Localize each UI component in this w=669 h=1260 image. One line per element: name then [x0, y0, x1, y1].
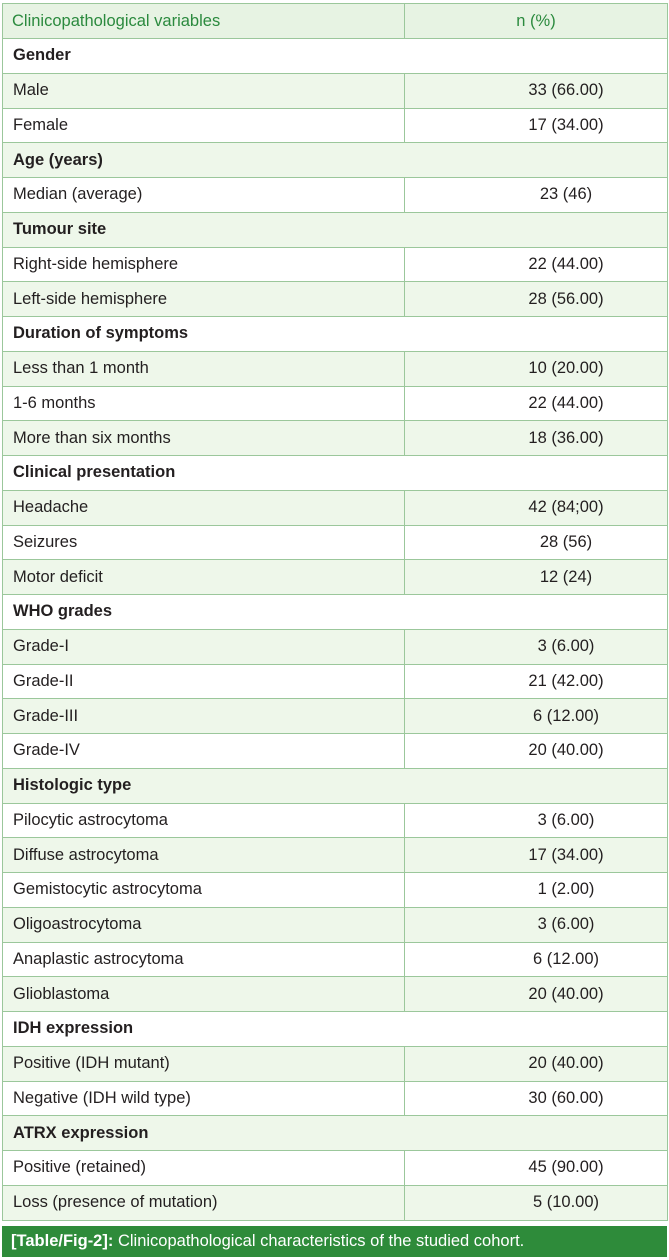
variable-cell: Left-side hemisphere [3, 282, 405, 317]
value-cell: 3 (6.00) [405, 629, 668, 664]
variable-cell: Pilocytic astrocytoma [3, 803, 405, 838]
variable-cell: Oligoastrocytoma [3, 907, 405, 942]
value-cell: 3 (6.00) [405, 803, 668, 838]
section-row [3, 212, 668, 247]
table-row [3, 1151, 668, 1186]
value-cell: 21 (42.00) [405, 664, 668, 699]
variable-cell: Gemistocytic astrocytoma [3, 873, 405, 908]
variable-cell: Male [3, 73, 405, 108]
table-row [3, 351, 668, 386]
caption-label: [Table/Fig-2]: [11, 1232, 114, 1250]
caption-text: Clinicopathological characteristics of the studied cohort. [113, 1232, 525, 1250]
value-cell: 22 (44.00) [405, 386, 668, 421]
value-cell: 20 (40.00) [405, 1046, 668, 1081]
table-row [3, 282, 668, 317]
value-cell: 28 (56) [405, 525, 668, 560]
table-row [3, 73, 668, 108]
value-cell: 23 (46) [405, 178, 668, 213]
section-title: Gender [3, 39, 668, 74]
variable-cell: Motor deficit [3, 560, 405, 595]
variable-cell: More than six months [3, 421, 405, 456]
clinicopathological-table [2, 3, 668, 1221]
table-row [3, 421, 668, 456]
variable-cell: Less than 1 month [3, 351, 405, 386]
variable-cell: 1-6 months [3, 386, 405, 421]
section-title: Clinical presentation [3, 456, 668, 491]
table-row [3, 664, 668, 699]
section-title: ATRX expression [3, 1116, 668, 1151]
table-row [3, 108, 668, 143]
value-cell: 22 (44.00) [405, 247, 668, 282]
variable-cell: Loss (presence of mutation) [3, 1185, 405, 1220]
variable-cell: Grade-III [3, 699, 405, 734]
value-cell: 17 (34.00) [405, 108, 668, 143]
table-row [3, 1046, 668, 1081]
table-body [3, 39, 668, 1221]
variable-cell: Grade-IV [3, 734, 405, 769]
section-row [3, 143, 668, 178]
value-cell: 5 (10.00) [405, 1185, 668, 1220]
variable-cell: Grade-I [3, 629, 405, 664]
table-row [3, 838, 668, 873]
section-row [3, 456, 668, 491]
table-row [3, 699, 668, 734]
variable-cell: Glioblastoma [3, 977, 405, 1012]
header-variables: Clinicopathological variables [3, 4, 405, 39]
variable-cell: Negative (IDH wild type) [3, 1081, 405, 1116]
variable-cell: Grade-II [3, 664, 405, 699]
value-cell: 6 (12.00) [405, 942, 668, 977]
variable-cell: Anaplastic astrocytoma [3, 942, 405, 977]
value-cell: 42 (84;00) [405, 490, 668, 525]
value-cell: 45 (90.00) [405, 1151, 668, 1186]
table-row [3, 803, 668, 838]
value-cell: 6 (12.00) [405, 699, 668, 734]
variable-cell: Diffuse astrocytoma [3, 838, 405, 873]
table-row [3, 178, 668, 213]
variable-cell: Female [3, 108, 405, 143]
section-title: WHO grades [3, 595, 668, 630]
section-row [3, 1116, 668, 1151]
table-row [3, 525, 668, 560]
section-title: Tumour site [3, 212, 668, 247]
section-row [3, 39, 668, 74]
table-row [3, 490, 668, 525]
variable-cell: Seizures [3, 525, 405, 560]
table-row [3, 629, 668, 664]
value-cell: 18 (36.00) [405, 421, 668, 456]
value-cell: 12 (24) [405, 560, 668, 595]
value-cell: 10 (20.00) [405, 351, 668, 386]
value-cell: 17 (34.00) [405, 838, 668, 873]
table-row [3, 734, 668, 769]
value-cell: 30 (60.00) [405, 1081, 668, 1116]
section-row [3, 595, 668, 630]
variable-cell: Median (average) [3, 178, 405, 213]
section-row [3, 768, 668, 803]
value-cell: 1 (2.00) [405, 873, 668, 908]
header-n-percent: n (%) [405, 4, 668, 39]
table-row [3, 560, 668, 595]
value-cell: 20 (40.00) [405, 734, 668, 769]
table-caption [2, 1226, 667, 1257]
value-cell: 33 (66.00) [405, 73, 668, 108]
table-row [3, 1185, 668, 1220]
table-row [3, 907, 668, 942]
table-header-row [3, 4, 668, 39]
variable-cell: Right-side hemisphere [3, 247, 405, 282]
table-row [3, 942, 668, 977]
section-title: Histologic type [3, 768, 668, 803]
variable-cell: Headache [3, 490, 405, 525]
table-row [3, 386, 668, 421]
table-row [3, 873, 668, 908]
value-cell: 3 (6.00) [405, 907, 668, 942]
table-row [3, 1081, 668, 1116]
variable-cell: Positive (IDH mutant) [3, 1046, 405, 1081]
section-row [3, 1012, 668, 1047]
section-title: IDH expression [3, 1012, 668, 1047]
variable-cell: Positive (retained) [3, 1151, 405, 1186]
table-row [3, 977, 668, 1012]
section-title: Duration of symptoms [3, 317, 668, 352]
section-row [3, 317, 668, 352]
table-row [3, 247, 668, 282]
section-title: Age (years) [3, 143, 668, 178]
value-cell: 28 (56.00) [405, 282, 668, 317]
value-cell: 20 (40.00) [405, 977, 668, 1012]
